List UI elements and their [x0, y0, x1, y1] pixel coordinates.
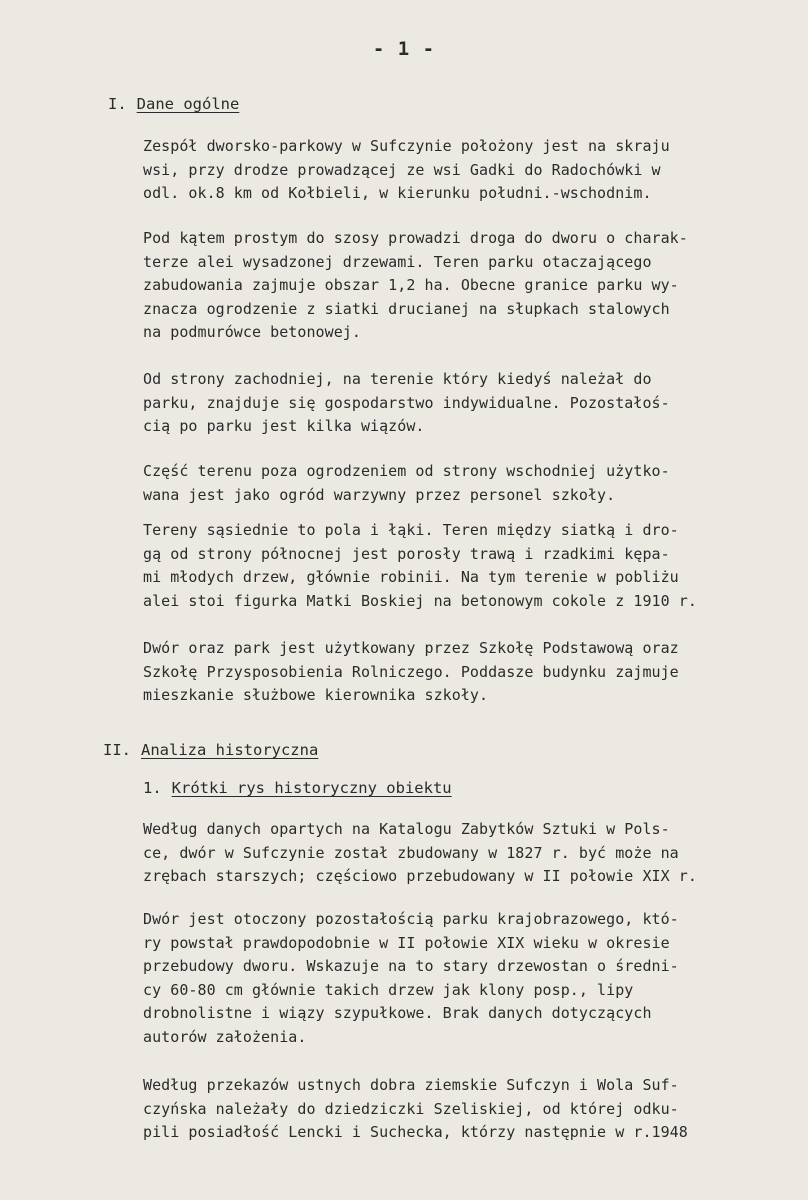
text-line: Dwór oraz park jest użytkowany przez Szkołę Podstawową oraz [143, 639, 679, 657]
text-line: Dwór jest otoczony pozostałością parku krajobrazowego, któ- [143, 910, 679, 928]
text-line: gą od strony północnej jest porosły trawą i rzadkimi kępa- [143, 544, 670, 563]
section-title: Analiza historyczna [141, 741, 319, 759]
paragraph [143, 908, 783, 1050]
text-line: Tereny sąsiednie to pola i łąki. Teren między siatką i dro- [143, 521, 679, 539]
text-line: Według przekazów ustnych dobra ziemskie Sufczyn i Wola Suf- [143, 1076, 679, 1094]
text-line: na podmurówce betonowej. [143, 323, 361, 342]
text-line: terze alei wysadzonej drzewami. Teren parku otaczającego [143, 252, 652, 271]
text-line: wana jest jako ogród warzywny przez personel szkoły. [143, 485, 616, 504]
section-heading-2 [103, 738, 318, 762]
text-line: odl. ok.8 km od Kołbieli, w kierunku południ.-wschodnim. [143, 184, 652, 203]
section-title: Dane ogólne [136, 95, 240, 113]
text-line: zrębach starszych; częściowo przebudowany w II połowie XIX r. [143, 867, 697, 886]
subsection-heading [143, 776, 452, 800]
text-line: ry powstał prawdopodobnie w II połowie XIX wieku w okresie [143, 933, 670, 952]
section-number: I. [108, 95, 127, 113]
section-number: II. [103, 741, 131, 759]
text-line: Szkołę Przysposobienia Rolniczego. Poddasze budynku zajmuje [143, 662, 679, 681]
text-line: Pod kątem prostym do szosy prowadzi droga do dworu o charak- [143, 229, 688, 247]
paragraph [143, 818, 783, 889]
text-line: autorów założenia. [143, 1027, 307, 1046]
paragraph [143, 1074, 783, 1145]
subsection-number: 1. [143, 779, 162, 797]
paragraph [143, 637, 783, 708]
text-line: cy 60-80 cm głównie takich drzew jak klony posp., lipy [143, 980, 634, 999]
text-line: Zespół dworsko-parkowy w Sufczynie położony jest na skraju [143, 137, 670, 155]
page-number: - 1 - [372, 38, 436, 60]
paragraph [143, 519, 783, 613]
text-line: Od strony zachodniej, na terenie który kiedyś należał do [143, 370, 652, 388]
text-line: drobnolistne i wiązy szypułkowe. Brak danych dotyczących [143, 1004, 652, 1023]
text-line: znacza ogrodzenie z siatki drucianej na słupkach stalowych [143, 299, 670, 318]
paragraph [143, 227, 783, 345]
text-line: cią po parku jest kilka wiązów. [143, 417, 425, 436]
paragraph [143, 135, 783, 206]
text-line: Według danych opartych na Katalogu Zabytków Sztuki w Pols- [143, 820, 670, 838]
text-line: mieszkanie służbowe kierownika szkoły. [143, 686, 489, 705]
text-line: wsi, przy drodze prowadzącej ze wsi Gadki do Radochówki w [143, 160, 661, 179]
subsection-title: Krótki rys historyczny obiektu [171, 779, 452, 797]
paragraph [143, 460, 783, 507]
section-heading-1 [108, 92, 239, 116]
text-line: ce, dwór w Sufczynie został zbudowany w 1827 r. być może na [143, 843, 679, 862]
text-line: parku, znajduje się gospodarstwo indywidualne. Pozostałoś- [143, 393, 670, 412]
paragraph [143, 368, 783, 439]
text-line: zabudowania zajmuje obszar 1,2 ha. Obecne granice parku wy- [143, 276, 679, 295]
text-line: Część terenu poza ogrodzeniem od strony wschodniej użytko- [143, 462, 670, 480]
text-line: przebudowy dworu. Wskazuje na to stary drzewostan o średni- [143, 957, 679, 976]
text-line: alei stoi figurka Matki Boskiej na betonowym cokole z 1910 r. [143, 591, 697, 610]
text-line: czyńska należały do dziedziczki Szeliskiej, od której odku- [143, 1099, 679, 1118]
text-line: pili posiadłość Lencki i Suchecka, którzy następnie w r.1948 [143, 1123, 688, 1142]
text-line: mi młodych drzew, głównie robinii. Na tym terenie w pobliżu [143, 568, 679, 587]
